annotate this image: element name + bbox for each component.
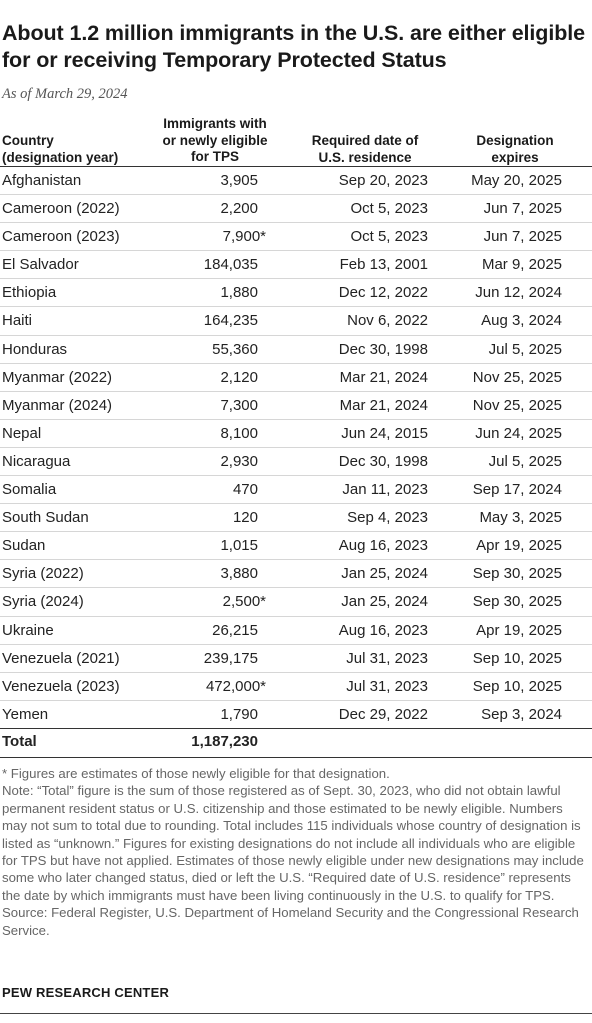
cell-country: Yemen	[2, 705, 49, 723]
cell-country: Myanmar (2024)	[2, 396, 113, 414]
cell-country: Cameroon (2022)	[2, 200, 120, 218]
note-text: Note: “Total” figure is the sum of those registered as of Sept. 30, 2023, who did not obtain lawful permanent resident status or U.S. citizenship and those estimated to be newly eligible. Numbers may not sum to total due to rounding. Total includes 115 individuals whose country of designation is listed as “unknown.” Figures for existing designations do not include all individuals who are eligible for TPS but have not applied. Estimates of those newly eligible under new designations may include some who later changed status, died or left the U.S. “Required date of U.S. residence” represents the date by which immigrants must have been living continuously in the U.S. to qualify for TPS.	[2, 783, 584, 903]
cell-residence-date: Sep 20, 2023	[338, 172, 428, 189]
cell-country: El Salvador	[2, 256, 79, 274]
total-immigrants: 1,187,230	[191, 733, 258, 750]
cell-residence-date: Sep 4, 2023	[347, 509, 428, 527]
cell-immigrants: 7,300	[220, 396, 258, 414]
notes	[2, 765, 587, 939]
cell-country: Myanmar (2022)	[2, 368, 113, 386]
bottom-rule	[0, 1013, 592, 1014]
table-row	[0, 167, 592, 195]
cell-residence-date: Mar 21, 2024	[339, 396, 428, 414]
cell-designation-expires: Jun 12, 2024	[475, 284, 562, 302]
cell-immigrants: 1,790	[220, 705, 258, 723]
cell-residence-date: Dec 12, 2022	[338, 284, 428, 302]
cell-residence-date: Jan 25, 2024	[341, 593, 428, 611]
table-row	[0, 336, 592, 364]
cell-residence-date: Jan 25, 2024	[341, 565, 428, 583]
table-row	[0, 448, 592, 476]
cell-immigrants: 184,035	[203, 256, 258, 274]
cell-immigrants: 2,120	[220, 368, 258, 386]
cell-designation-expires: Apr 19, 2025	[476, 621, 562, 639]
table-bottom-divider	[0, 757, 592, 758]
header-immigrants-line-1: Immigrants with	[163, 116, 267, 131]
header-country	[2, 133, 118, 166]
cell-designation-expires: Jul 5, 2025	[488, 452, 562, 470]
table-row	[0, 673, 592, 701]
cell-country: Nicaragua	[2, 452, 71, 470]
cell-residence-date: Jan 11, 2023	[342, 481, 428, 499]
table-row	[0, 617, 592, 645]
cell-country: Honduras	[2, 340, 68, 358]
cell-residence-date: Jun 24, 2015	[341, 424, 428, 442]
cell-country: Nepal	[2, 424, 42, 442]
cell-designation-expires: Sep 30, 2025	[472, 565, 562, 583]
pew-footer-logo: PEW RESEARCH CENTER	[2, 985, 170, 1000]
table-row	[0, 645, 592, 673]
cell-immigrants: 7,900*	[222, 228, 266, 246]
cell-designation-expires: Jul 5, 2025	[488, 340, 562, 358]
cell-immigrants: 239,175	[203, 649, 258, 667]
table-row	[0, 588, 592, 616]
cell-designation-expires: Mar 9, 2025	[481, 256, 562, 274]
cell-residence-date: Jul 31, 2023	[346, 677, 428, 695]
cell-immigrants: 470	[232, 481, 258, 499]
cell-residence-date: Feb 13, 2001	[339, 256, 428, 274]
header-expires-line-2: expires	[491, 149, 539, 165]
cell-immigrants: 472,000*	[205, 677, 266, 695]
cell-immigrants: 8,100	[220, 424, 258, 442]
cell-country: Ukraine	[2, 621, 54, 639]
cell-country: South Sudan	[2, 509, 89, 527]
cell-designation-expires: Jun 7, 2025	[483, 228, 562, 246]
header-immigrants-line-2: or newly eligible	[162, 132, 268, 148]
table-row	[0, 223, 592, 251]
cell-country: Syria (2024)	[2, 593, 84, 611]
cell-residence-date: Dec 29, 2022	[338, 705, 428, 723]
cell-country: Venezuela (2023)	[2, 677, 120, 695]
cell-residence-date: Aug 16, 2023	[338, 621, 428, 639]
table-row	[0, 504, 592, 532]
cell-immigrants: 55,360	[212, 340, 258, 358]
header-immigrants	[140, 116, 290, 166]
table-row	[0, 392, 592, 420]
cell-country: Somalia	[2, 481, 57, 499]
cell-residence-date: Aug 16, 2023	[338, 537, 428, 555]
cell-immigrants: 1,015	[220, 537, 258, 555]
asterisk-note: * Figures are estimates of those newly eligible for that designation.	[2, 766, 390, 781]
cell-designation-expires: Nov 25, 2025	[472, 368, 562, 386]
cell-immigrants: 3,905	[220, 172, 258, 189]
table-body	[0, 167, 592, 729]
cell-immigrants: 1,880	[220, 284, 258, 302]
header-designation-expires	[440, 133, 590, 166]
cell-immigrants: 26,215	[212, 621, 258, 639]
cell-residence-date: Oct 5, 2023	[350, 200, 428, 218]
cell-designation-expires: Jun 24, 2025	[475, 424, 562, 442]
cell-designation-expires: Sep 10, 2025	[472, 677, 562, 695]
table-row	[0, 195, 592, 223]
source-text: Source: Federal Register, U.S. Department of Homeland Security and the Congressional Research Service.	[2, 905, 579, 938]
total-label: Total	[2, 733, 37, 750]
cell-country: Venezuela (2021)	[2, 649, 120, 667]
header-residence-date-line-2: U.S. residence	[318, 149, 412, 165]
cell-country: Cameroon (2023)	[2, 228, 120, 246]
chart-title: About 1.2 million immigrants in the U.S. are either eligible for or receiving Temporary Protected Status	[2, 21, 585, 72]
cell-immigrants: 120	[232, 509, 258, 527]
table-row	[0, 279, 592, 307]
cell-designation-expires: May 3, 2025	[479, 509, 562, 527]
cell-designation-expires: Sep 30, 2025	[472, 593, 562, 611]
header-country-line-2: (designation year)	[2, 149, 119, 165]
cell-designation-expires: Sep 10, 2025	[472, 649, 562, 667]
cell-residence-date: Jul 31, 2023	[346, 649, 428, 667]
chart-subtitle: As of March 29, 2024	[2, 86, 128, 102]
cell-residence-date: Dec 30, 1998	[338, 340, 428, 358]
cell-immigrants: 2,930	[220, 452, 258, 470]
cell-designation-expires: Jun 7, 2025	[483, 200, 562, 218]
header-residence-date	[290, 133, 440, 166]
cell-residence-date: Mar 21, 2024	[339, 368, 428, 386]
cell-country: Sudan	[2, 537, 46, 555]
table-row	[0, 532, 592, 560]
header-country-line-1: Country	[2, 133, 54, 148]
table-row	[0, 560, 592, 588]
table-row	[0, 476, 592, 504]
cell-country: Syria (2022)	[2, 565, 84, 583]
cell-designation-expires: Apr 19, 2025	[476, 537, 562, 555]
cell-designation-expires: Nov 25, 2025	[472, 396, 562, 414]
cell-residence-date: Oct 5, 2023	[350, 228, 428, 246]
header-expires-line-1: Designation	[476, 133, 554, 148]
cell-designation-expires: Sep 17, 2024	[472, 481, 562, 499]
header-immigrants-line-3: for TPS	[190, 149, 239, 164]
header-residence-date-line-1: Required date of	[311, 133, 419, 148]
table-row	[0, 364, 592, 392]
cell-designation-expires: May 20, 2025	[471, 172, 562, 189]
table-row	[0, 701, 592, 729]
cell-country: Ethiopia	[2, 284, 57, 302]
table-row	[0, 420, 592, 448]
table-row	[0, 251, 592, 279]
cell-immigrants: 164,235	[203, 312, 258, 330]
cell-designation-expires: Sep 3, 2024	[481, 705, 562, 723]
cell-immigrants: 2,200	[220, 200, 258, 218]
cell-country: Haiti	[2, 312, 33, 330]
cell-designation-expires: Aug 3, 2024	[481, 312, 562, 330]
cell-immigrants: 2,500*	[222, 593, 266, 611]
table-row	[0, 307, 592, 335]
cell-residence-date: Dec 30, 1998	[338, 452, 428, 470]
cell-country: Afghanistan	[2, 172, 82, 189]
cell-residence-date: Nov 6, 2022	[347, 312, 428, 330]
total-row	[0, 729, 592, 755]
cell-immigrants: 3,880	[220, 565, 258, 583]
